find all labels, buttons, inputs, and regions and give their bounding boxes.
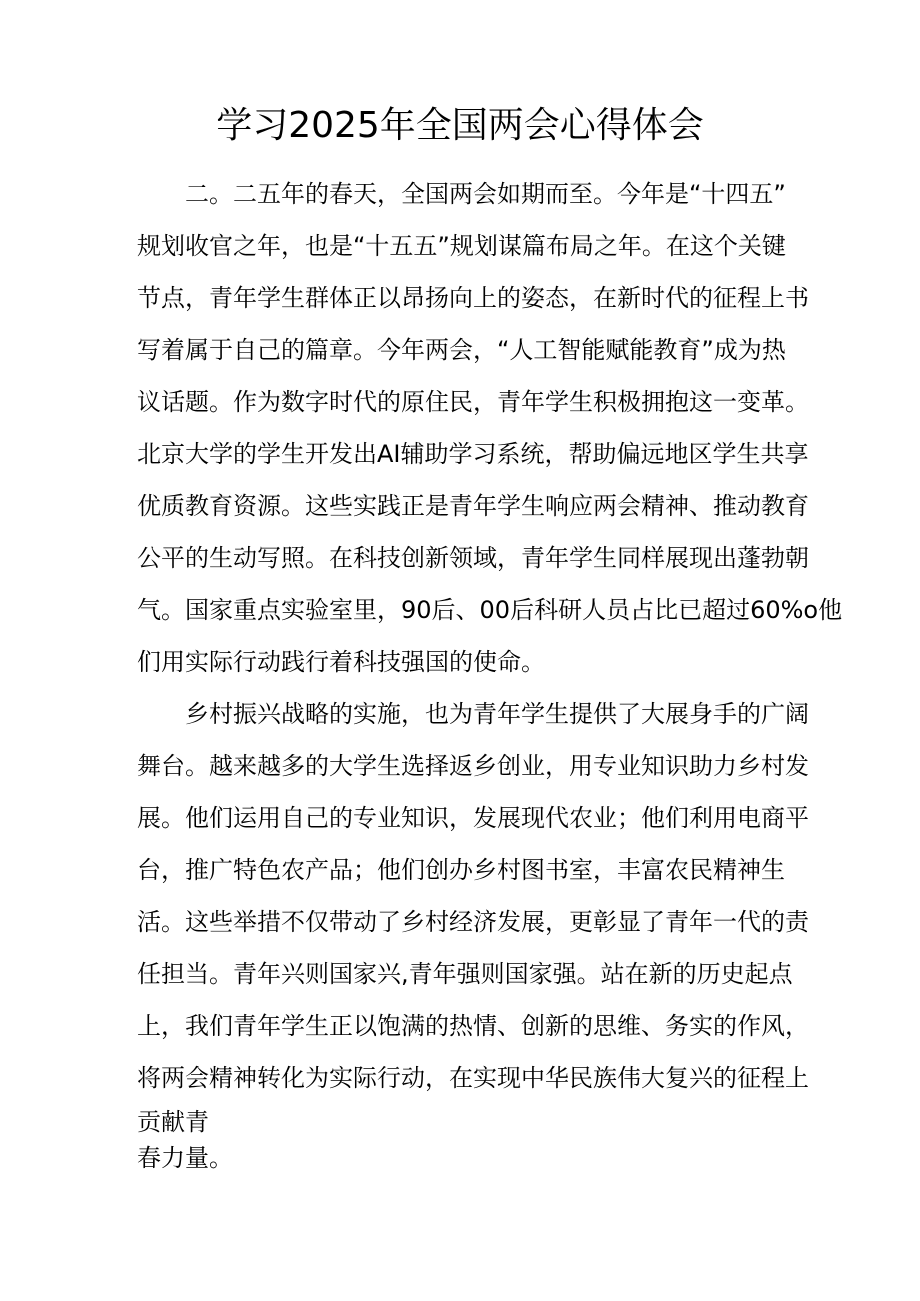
body-line: 上，我们青年学生正以饱满的热情、创新的思维、务实的作风， (137, 1012, 809, 1040)
body-line: 们用实际行动践行着科技强国的使命。 (137, 648, 545, 676)
document-title: 学习2025年全国两会心得体会 (216, 105, 704, 146)
body-line: 将两会精神转化为实际行动，在实现中华民族伟大复兴的征程上 (137, 1064, 809, 1092)
body-line: 台，推广特色农产品；他们创办乡村图书室，丰富农民精神生 (137, 856, 785, 884)
body-line: 写着属于自己的篇章。今年两会，“人工智能赋能教育”成为热 (137, 336, 786, 364)
body-line: 活。这些举措不仅带动了乡村经济发展，更彰显了青年一代的责 (137, 908, 809, 936)
body-line: 展。他们运用自己的专业知识，发展现代农业；他们利用电商平 (137, 804, 809, 832)
body-line: 二。二五年的春天，全国两会如期而至。今年是“十四五” (185, 180, 786, 208)
body-line: 任担当。青年兴则国家兴,青年强则国家强。站在新的历史起点 (137, 960, 793, 988)
body-line: 公平的生动写照。在科技创新领域，青年学生同样展现出蓬勃朝 (137, 544, 809, 572)
body-line: 气。国家重点实验室里，90后、00后科研人员占比已超过60%o他 (137, 596, 843, 624)
body-line: 乡村振兴战略的实施，也为青年学生提供了大展身手的广阔 (185, 700, 809, 728)
body-line: 舞台。越来越多的大学生选择返乡创业，用专业知识助力乡村发 (137, 752, 809, 780)
body-line: 优质教育资源。这些实践正是青年学生响应两会精神、推动教育 (137, 492, 809, 520)
document-body (137, 168, 843, 1176)
body-line: 议话题。作为数字时代的原住民，青年学生积极拥抱这一变革。 (137, 388, 809, 416)
body-line: 节点，青年学生群体正以昂扬向上的姿态，在新时代的征程上书 (137, 284, 809, 312)
body-line: 北京大学的学生开发出AI辅助学习系统，帮助偏远地区学生共享 (137, 440, 809, 468)
body-line: 春力量。 (137, 1144, 233, 1172)
body-line: 规划收官之年，也是“十五五”规划谋篇布局之年。在这个关键 (137, 232, 786, 260)
body-line: 贡献青 (137, 1108, 209, 1136)
